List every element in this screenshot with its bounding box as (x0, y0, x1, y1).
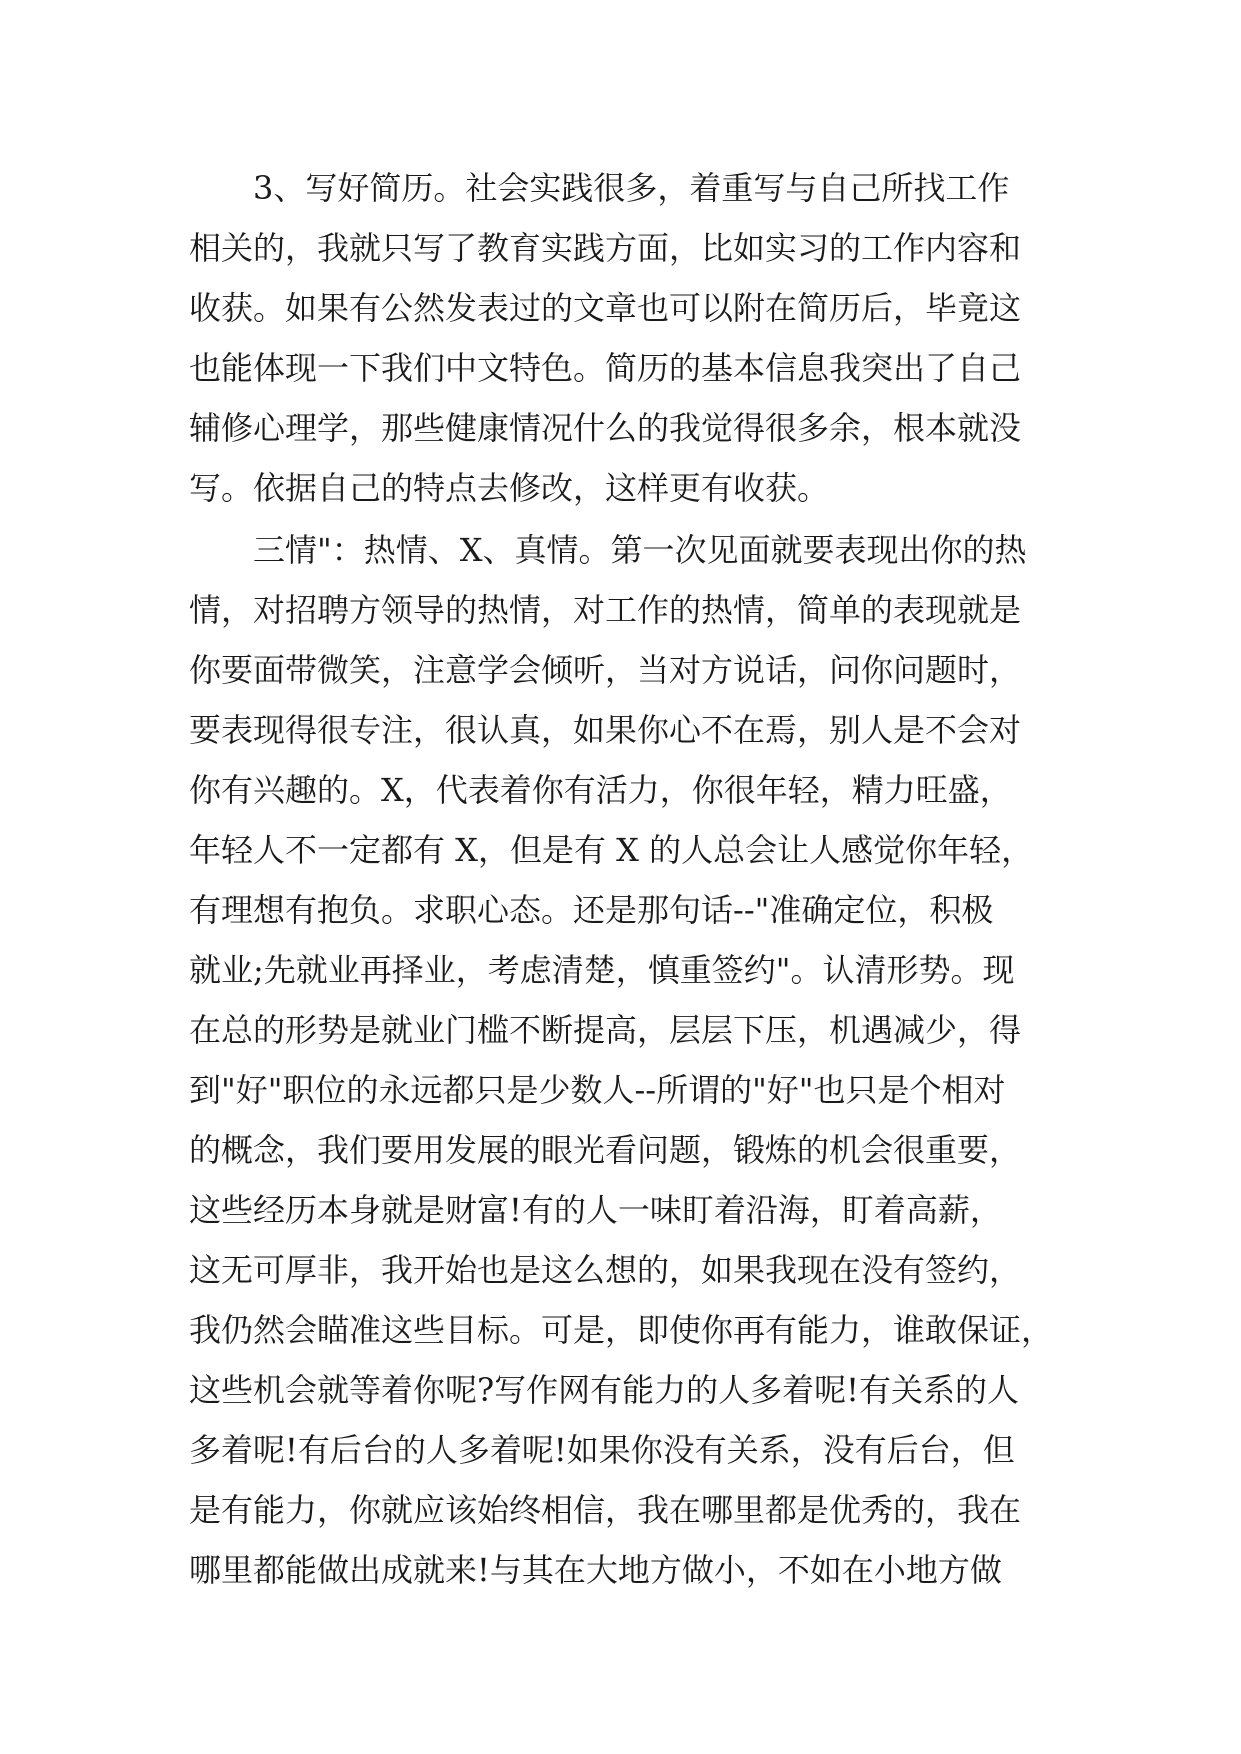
text-line: 你要面带微笑，注意学会倾听，当对方说话，问你问题时， (189, 651, 1022, 689)
text-line: 相关的，我就只写了教育实践方面，比如实习的工作内容和 (189, 229, 1022, 267)
text-line: 的概念，我们要用发展的眼光看问题，锻炼的机会很重要， (189, 1131, 1022, 1169)
text-line: 也能体现一下我们中文特色。简历的基本信息我突出了自己 (189, 349, 1022, 387)
text-line: 情，对招聘方领导的热情，对工作的热情，简单的表现就是 (189, 591, 1022, 629)
text-line: 这些机会就等着你呢?写作网有能力的人多着呢!有关系的人 (189, 1371, 1020, 1409)
paragraph-three-qing (189, 520, 1069, 1600)
text-line: 是有能力，你就应该始终相信，我在哪里都是优秀的，我在 (189, 1491, 1022, 1529)
document-body (189, 158, 1069, 1600)
text-line: 到"好"职位的永远都只是少数人--所谓的"好"也只是个相对 (189, 1071, 1006, 1109)
text-line: 在总的形势是就业门槛不断提高，层层下压，机遇减少，得 (189, 1011, 1022, 1049)
text-line: 三情"：热情、X、真情。第一次见面就要表现出你的热 (253, 531, 1027, 569)
text-line: 这些经历本身就是财富!有的人一味盯着沿海，盯着高薪， (189, 1191, 1002, 1229)
text-line: 哪里都能做出成就来!与其在大地方做小，不如在小地方做 (189, 1551, 1002, 1589)
paragraph-resume (189, 158, 1069, 518)
text-line: 就业;先就业再择业，考虑清楚，慎重签约"。认清形势。现 (189, 951, 1015, 989)
text-line: 要表现得很专注，很认真，如果你心不在焉，别人是不会对 (189, 711, 1022, 749)
text-line: 年轻人不一定都有 X，但是有 X 的人总会让人感觉你年轻， (189, 831, 1034, 869)
text-line: 有理想有抱负。求职心态。还是那句话--"准确定位，积极 (189, 891, 994, 929)
text-line: 你有兴趣的。X，代表着你有活力，你很年轻，精力旺盛， (189, 771, 1012, 809)
text-line: 3、写好简历。社会实践很多，着重写与自己所找工作 (253, 169, 1010, 207)
text-line: 这无可厚非，我开始也是这么想的，如果我现在没有签约， (189, 1251, 1022, 1289)
text-line: 辅修心理学，那些健康情况什么的我觉得很多余，根本就没 (189, 409, 1022, 447)
text-line: 多着呢!有后台的人多着呢!如果你没有关系，没有后台，但 (189, 1431, 1015, 1469)
text-line: 收获。如果有公然发表过的文章也可以附在简历后，毕竟这 (189, 289, 1022, 327)
text-line: 写。依据自己的特点去修改，这样更有收获。 (189, 469, 830, 507)
text-line: 我仍然会瞄准这些目标。可是，即使你再有能力，谁敢保证， (189, 1311, 1054, 1349)
